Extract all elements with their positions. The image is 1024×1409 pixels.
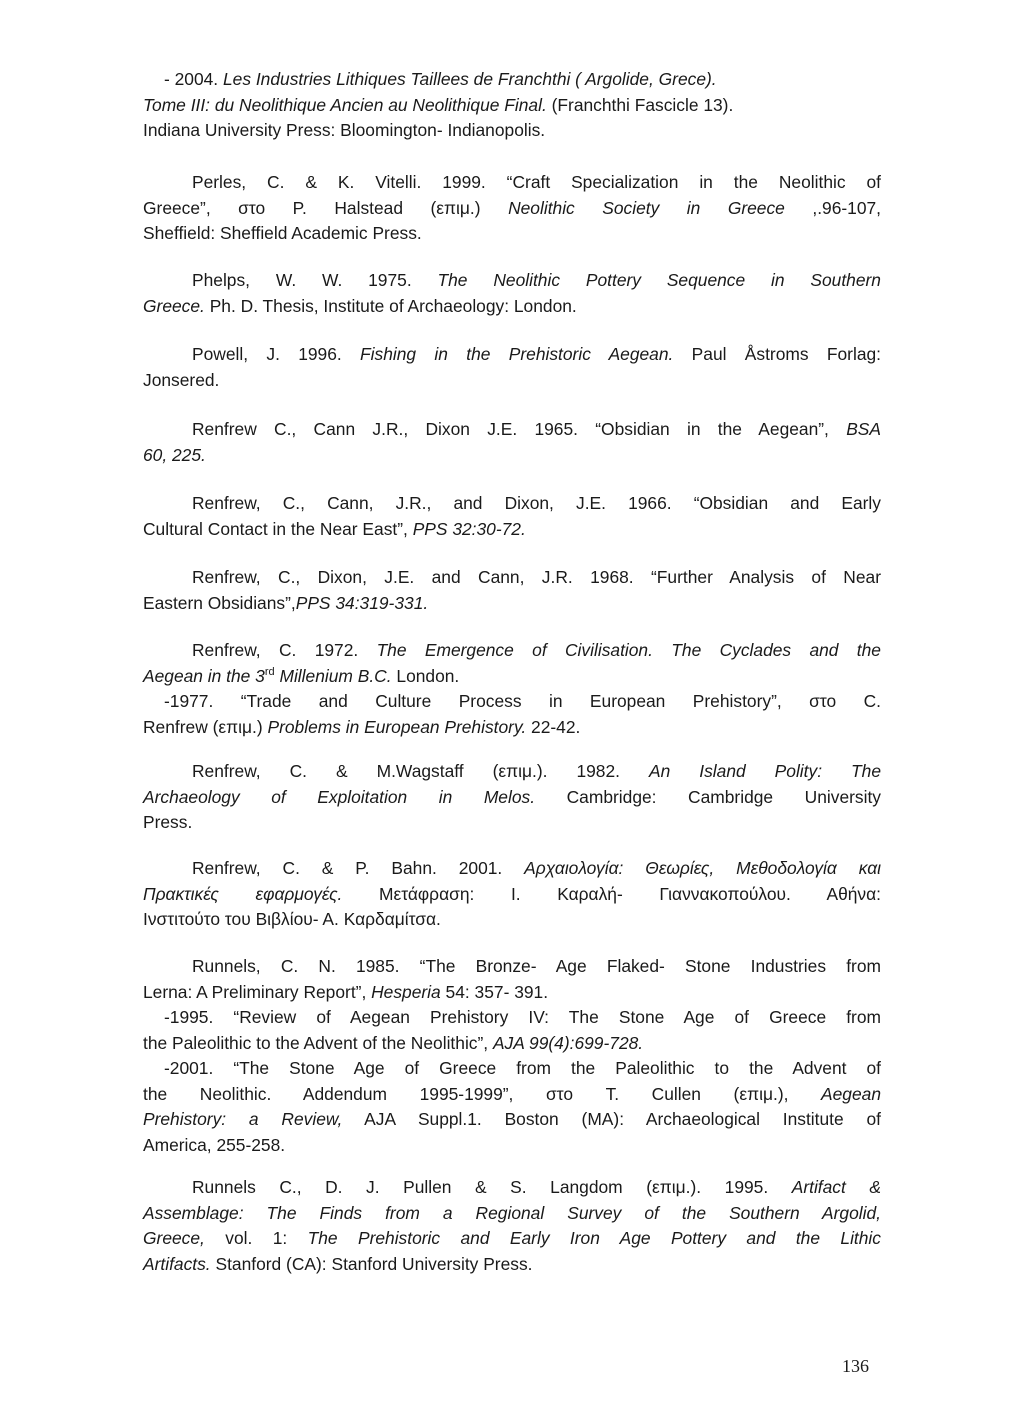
reference-line: Tome III: du Neolithique Ancien au Neolithique Final. (Franchthi Fascicle 13). [143,94,734,115]
reference-line: -2001. “The Stone Age of Greece from the Paleolithic to the Advent of [164,1058,881,1078]
reference-line: Renfrew, C., Dixon, J.E. and Cann, J.R. 1968. “Further Analysis of Near [192,567,881,587]
reference-line: Greece, vol. 1: The Prehistoric and Early Iron Age Pottery and the Lithic [143,1228,881,1248]
reference-line: Renfrew, C. & M.Wagstaff (επιμ.). 1982. An Island Polity: The [192,761,881,781]
reference-line: Eastern Obsidians”,PPS 34:319-331. [143,592,429,613]
reference-line: Renfrew, C. & P. Bahn. 2001. Αρχαιολογία: Θεωρίες, Μεθοδολογία και [192,858,881,878]
reference-line: the Neolithic. Addendum 1995-1999”, στο T. Cullen (επιμ.), Aegean [143,1083,881,1104]
reference-line: -1977. “Trade and Culture Process in European Prehistory”, στο C. [164,691,881,711]
reference-perles-1999 [143,170,881,247]
reference-line: Indiana University Press: Bloomington- Indianopolis. [143,120,546,140]
reference-renfrew-1966 [143,491,881,542]
reference-line: Powell, J. 1996. Fishing in the Prehistoric Aegean. Paul Åstroms Forlag: [192,344,881,364]
reference-line: Artifacts. Stanford (CA): Stanford University Press. [143,1253,533,1274]
reference-line: America, 255-258. [143,1134,286,1155]
reference-runnels-1985-1995-2001 [143,954,881,1158]
reference-line: 60, 225. [143,444,206,465]
reference-renfrew-bahn-2001 [143,856,881,933]
reference-line: Archaeology of Exploitation in Melos. Cambridge: Cambridge University [143,786,881,807]
reference-perles-2004 [143,67,881,144]
reference-line: Renfrew (επιμ.) Problems in European Prehistory. 22-42. [143,716,581,737]
reference-line: the Paleolithic to the Advent of the Neolithic”, AJA 99(4):699-728. [143,1032,644,1053]
reference-line: Lerna: A Preliminary Report”, Hesperia 54: 357- 391. [143,981,549,1002]
reference-line: Renfrew, C., Cann, J.R., and Dixon, J.E. 1966. “Obsidian and Early [192,493,881,513]
reference-renfrew-1982 [143,759,881,836]
reference-line: Renfrew, C. 1972. The Emergence of Civilisation. The Cyclades and the [192,640,881,660]
reference-powell-1996 [143,342,881,393]
reference-line: Press. [143,812,193,832]
reference-renfrew-1965 [143,417,881,468]
reference-line: - 2004. Les Industries Lithiques Taillees de Franchthi ( Argolide, Grece). [164,69,717,89]
reference-line: Runnels, C. N. 1985. “The Bronze- Age Flaked- Stone Industries from [192,956,881,976]
page-number: 136 [842,1356,869,1376]
reference-line: Πρακτικές εφαρμογές. Μετάφραση: Ι. Καραλή- Γιαννακοπούλου. Αθήνα: [143,883,881,904]
reference-line: Aegean in the 3rd Millenium B.C. London. [143,665,460,686]
reference-line: Runnels C., D. J. Pullen & S. Langdom (επιμ.). 1995. Artifact & [192,1177,881,1197]
reference-line: Jonsered. [143,369,220,390]
reference-line: Phelps, W. W. 1975. The Neolithic Pottery Sequence in Southern [192,270,881,290]
reference-runnels-pullen-langdom-1995 [143,1175,881,1277]
reference-line: Renfrew C., Cann J.R., Dixon J.E. 1965. “Obsidian in the Aegean”, BSA [192,419,881,439]
reference-line: Assemblage: The Finds from a Regional Survey of the Southern Argolid, [143,1202,881,1223]
reference-line: Perles, C. & K. Vitelli. 1999. “Craft Specialization in the Neolithic of [192,172,881,192]
reference-line: Prehistory: a Review, AJA Suppl.1. Boston (MA): Archaeological Institute of [143,1109,882,1129]
reference-line: Greece”, στο P. Halstead (επιμ.) Neolithic Society in Greece ,.96-107, [143,197,882,218]
reference-line: Greece. Ph. D. Thesis, Institute of Archaeology: London. [143,295,577,316]
reference-line: -1995. “Review of Aegean Prehistory IV: The Stone Age of Greece from [164,1007,881,1027]
reference-line: Cultural Contact in the Near East”, PPS 32:30-72. [143,518,526,539]
reference-phelps-1975 [143,268,881,319]
reference-line: Ινστιτούτο του Βιβλίου- Α. Καρδαμίτσα. [143,909,441,929]
reference-line: Sheffield: Sheffield Academic Press. [143,223,422,243]
reference-renfrew-1968 [143,565,881,616]
reference-renfrew-1972-1977 [143,638,881,740]
